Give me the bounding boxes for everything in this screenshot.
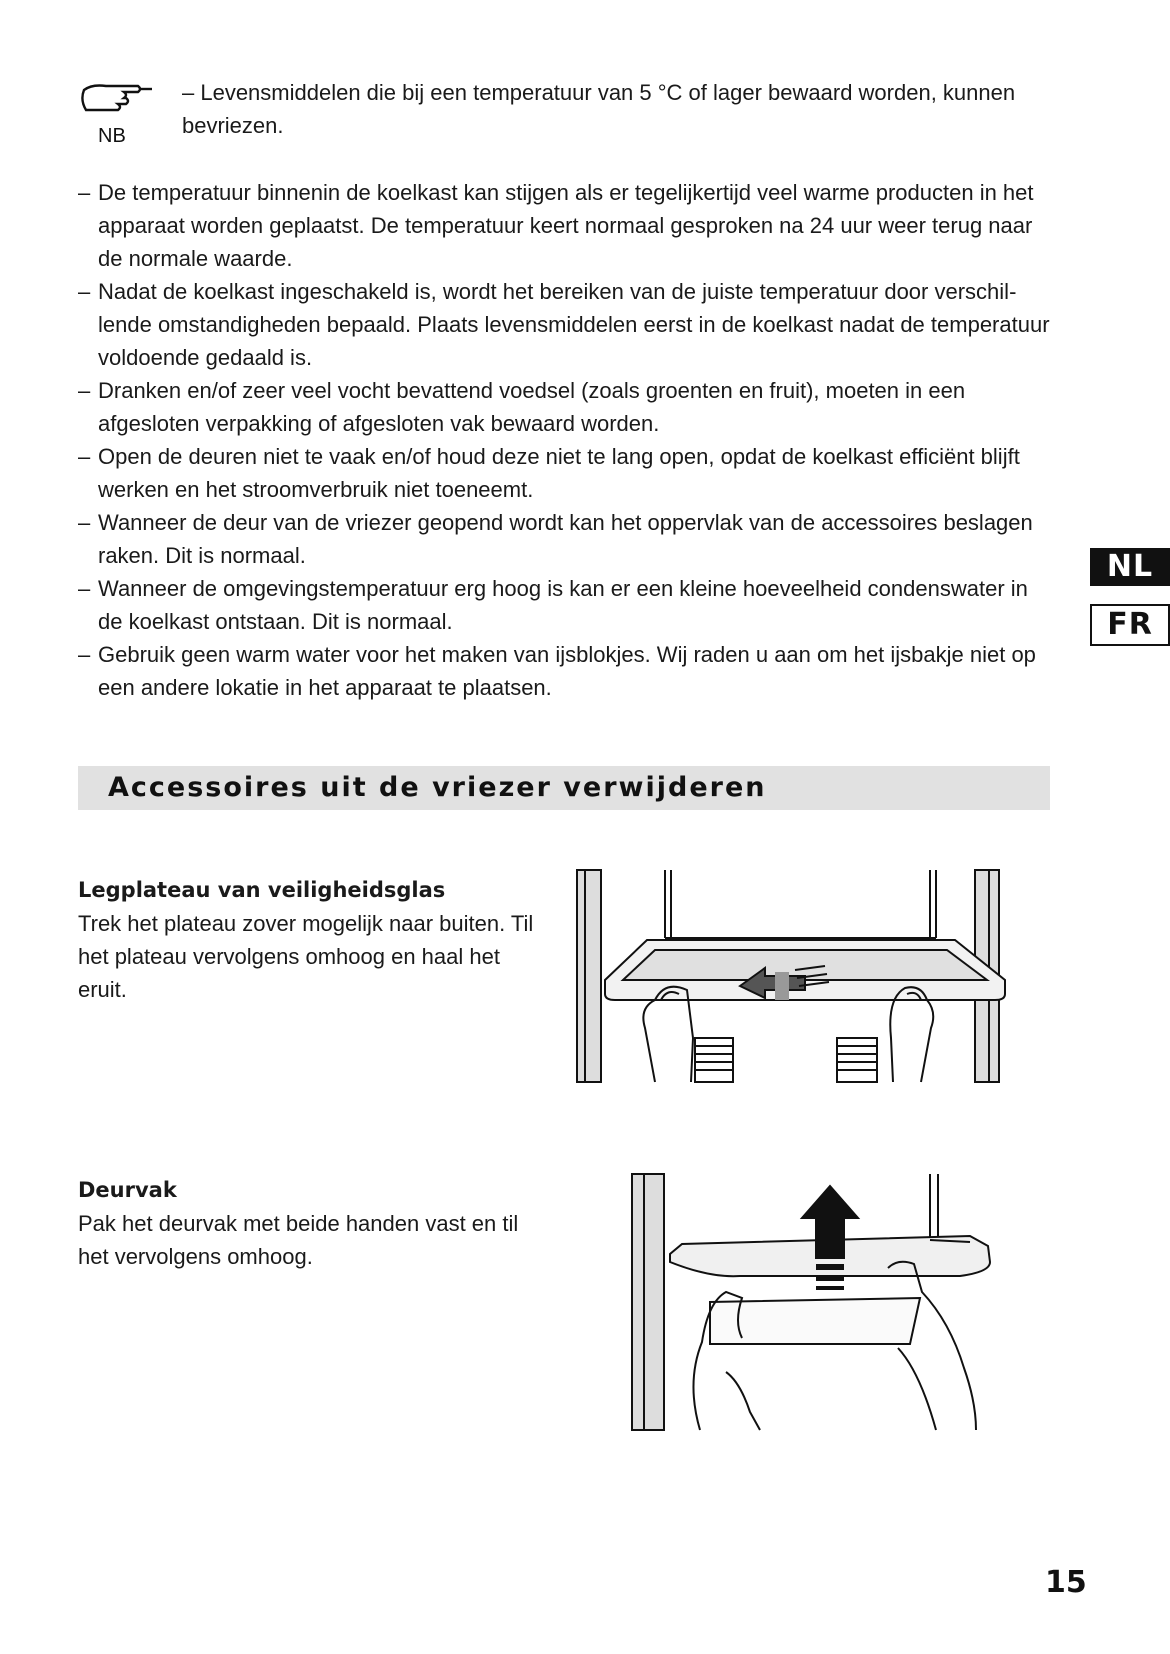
list-item: – Nadat de koelkast ingeschakeld is, wordt het bereiken van de juiste temperatuur door verschillende omstandigheden bepaald. Plaats levensmiddelen eerst in de koelkast nadat de temperatuur voldoende gedaald is. (78, 279, 1050, 370)
list-item: – De temperatuur binnenin de koelkast kan stijgen als er tegelijkertijd veel warme producten in het apparaat worden geplaatst. De temperatuur keert normaal gesproken na 24 uur weer terug naar de normale waarde. (78, 180, 1034, 271)
note-text: – Levensmiddelen die bij een temperatuur van 5 °C of lager bewaard worden, kunnen bevriezen. (182, 80, 1016, 138)
page-number: 15 (1045, 1565, 1087, 1600)
list-item: – Wanneer de omgevingstemperatuur erg hoog is kan er een kleine hoeveelheid condenswater in de koelkast ontstaan. Dit is normaal. (78, 576, 1028, 634)
list-item: – Wanneer de deur van de vriezer geopend wordt kan het oppervlak van de accessoires beslagen raken. Dit is normaal. (78, 510, 1033, 568)
door-bin-illustration (630, 1172, 1000, 1438)
door-bin-title: Deurvak (78, 1178, 177, 1202)
list-item: – Open de deuren niet te vaak en/of houd deze niet te lang open, opdat de koelkast efficiënt blijft werken en het stroomverbruik niet toeneemt. (78, 444, 1020, 502)
language-tab-fr: FR (1090, 604, 1170, 646)
door-bin-section (78, 1174, 548, 1273)
pointing-hand-icon (78, 78, 160, 148)
door-bin-text: Pak het deurvak met beide handen vast en til het vervolgens omhoog. (78, 1211, 519, 1269)
glass-shelf-text: Trek het plateau zover mogelijk naar buiten. Til het plateau vervolgens omhoog en haal het eruit. (78, 911, 534, 1002)
glass-shelf-section (78, 874, 548, 1006)
list-item: – Gebruik geen warm water voor het maken van ijsblokjes. Wij raden u aan om het ijsbakje niet op een andere lokatie in het apparaat te plaatsen. (78, 642, 1036, 700)
section-title: Accessoires uit de vriezer verwijderen (108, 772, 767, 803)
section-header (78, 766, 1050, 810)
glass-shelf-title: Legplateau van veiligheidsglas (78, 878, 446, 902)
list-item: – Dranken en/of zeer veel vocht bevattend voedsel (zoals groenten en fruit), moeten in een afgesloten verpakking of afgesloten vak bewaard worden. (78, 378, 966, 436)
tips-list (78, 176, 1058, 704)
glass-shelf-illustration (575, 868, 1035, 1092)
language-tab-nl: NL (1090, 548, 1170, 586)
nb-label: NB (98, 125, 126, 147)
